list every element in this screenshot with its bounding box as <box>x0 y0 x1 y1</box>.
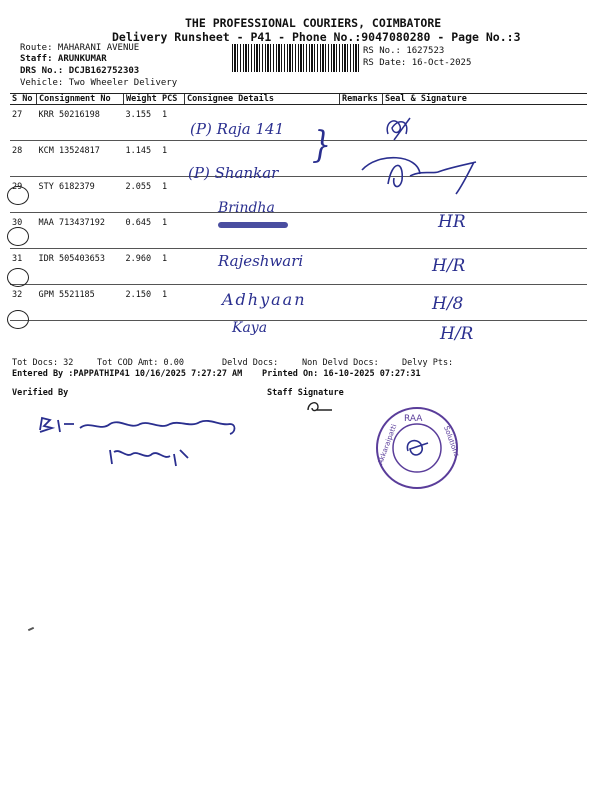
cell-sno: 29 <box>10 177 37 213</box>
cell-signature <box>383 285 588 321</box>
svg-text:Solutions: Solutions <box>442 424 461 458</box>
cell-pcs: 1 <box>160 285 185 321</box>
table-row <box>10 177 587 213</box>
delivery-table <box>10 93 587 321</box>
table-header-row <box>10 94 587 105</box>
table-row <box>10 213 587 249</box>
handwritten-consignee: Brindha <box>218 200 275 216</box>
cell-sno: 27 <box>10 105 37 141</box>
cell-weight: 2.150 <box>124 285 161 321</box>
cell-signature <box>383 213 588 249</box>
company-name: THE PROFESSIONAL COURIERS, COIMBATORE <box>185 16 442 30</box>
handwritten-signature: H/R <box>432 256 466 276</box>
verifier-signature <box>30 410 250 474</box>
vehicle-label: Vehicle: Two Wheeler Delivery <box>20 78 178 88</box>
route-label: Route: MAHARANI AVENUE <box>20 43 140 53</box>
company-seal-stamp <box>372 403 462 493</box>
staff-label: Staff: ARUNKUMAR <box>20 54 107 64</box>
col-remarks: Remarks <box>340 94 383 105</box>
cell-pcs: 1 <box>160 213 185 249</box>
cell-pcs: 1 <box>160 105 185 141</box>
cell-remarks <box>340 249 383 285</box>
col-consignment: Consignment No <box>37 94 124 105</box>
delivery-points: Delvy Pts: <box>402 358 454 368</box>
cell-consignment: GPM 5521185 <box>37 285 124 321</box>
scribble-strikeout <box>218 222 288 228</box>
col-seal-signature: Seal & Signature <box>383 94 588 105</box>
table-row <box>10 141 587 177</box>
table-row <box>10 105 587 141</box>
printed-on: Printed On: 16-10-2025 07:27:31 <box>262 369 421 379</box>
handwritten-consignee: Kaya <box>232 320 268 336</box>
cell-consignment: IDR 505403653 <box>37 249 124 285</box>
staff-signature-mark <box>304 398 336 416</box>
cell-pcs: 1 <box>160 177 185 213</box>
entered-by: Entered By :PAPPATHIP41 10/16/2025 7:27:27 AM <box>12 369 243 379</box>
handwritten-brace: } <box>312 124 332 167</box>
cell-remarks <box>340 105 383 141</box>
cell-weight: 0.645 <box>124 213 161 249</box>
handwritten-consignee: (P) Shankar <box>188 164 279 182</box>
cell-signature <box>383 249 588 285</box>
cell-pcs: 1 <box>160 141 185 177</box>
sno-circle-mark <box>7 186 29 205</box>
delivered-docs: Delvd Docs: <box>222 358 279 368</box>
total-docs: Tot Docs: 32 <box>12 358 74 368</box>
non-delivered-docs: Non Delvd Docs: <box>302 358 379 368</box>
cell-weight: 3.155 <box>124 105 161 141</box>
handwritten-consignee: Adhyaan <box>222 290 307 309</box>
cell-remarks <box>340 213 383 249</box>
cell-pcs: 1 <box>160 249 185 285</box>
cell-sno: 31 <box>10 249 37 285</box>
barcode <box>232 44 360 72</box>
svg-text:Akkaraipatti: Akkaraipatti <box>376 423 399 466</box>
handwritten-signature: H/8 <box>432 294 464 314</box>
staff-signature-label: Staff Signature <box>267 388 344 398</box>
svg-text:RAA: RAA <box>404 414 423 424</box>
col-weight: Weight <box>124 94 161 105</box>
handwritten-signature: H/R <box>440 324 474 344</box>
rs-date: RS Date: 16-Oct-2025 <box>363 58 472 68</box>
stray-mark <box>28 627 34 631</box>
cell-consignment: KRR 50216198 <box>37 105 124 141</box>
sno-circle-mark <box>7 310 29 329</box>
cell-sno: 28 <box>10 141 37 177</box>
cell-weight: 2.055 <box>124 177 161 213</box>
sno-circle-mark <box>7 268 29 287</box>
handwritten-consignee: Rajeshwari <box>218 252 304 270</box>
cell-consignment: MAA 713437192 <box>37 213 124 249</box>
cell-consignment: KCM 13524817 <box>37 141 124 177</box>
cell-remarks <box>340 285 383 321</box>
handwritten-signature: HR <box>438 212 466 232</box>
cell-weight: 1.145 <box>124 141 161 177</box>
runsheet-title: Delivery Runsheet - P41 - Phone No.:9047080280 - Page No.:3 <box>112 30 521 44</box>
cell-consignee <box>185 213 340 249</box>
cell-consignment: STY 6182379 <box>37 177 124 213</box>
verified-by-label: Verified By <box>12 388 69 398</box>
signature-mark <box>380 112 420 144</box>
drs-number: DRS No.: DCJB162752303 <box>20 66 140 76</box>
sno-circle-mark <box>7 227 29 246</box>
cell-sno: 32 <box>10 285 37 321</box>
col-pcs: PCS <box>160 94 185 105</box>
col-consignee: Consignee Details <box>185 94 340 105</box>
cell-weight: 2.960 <box>124 249 161 285</box>
signature-mark <box>358 150 488 200</box>
rs-number: RS No.: 1627523 <box>363 46 445 56</box>
handwritten-consignee: (P) Raja 141 <box>190 120 285 138</box>
cell-sno: 30 <box>10 213 37 249</box>
col-sno: S No <box>10 94 37 105</box>
total-cod-amount: Tot COD Amt: 0.00 <box>97 358 184 368</box>
